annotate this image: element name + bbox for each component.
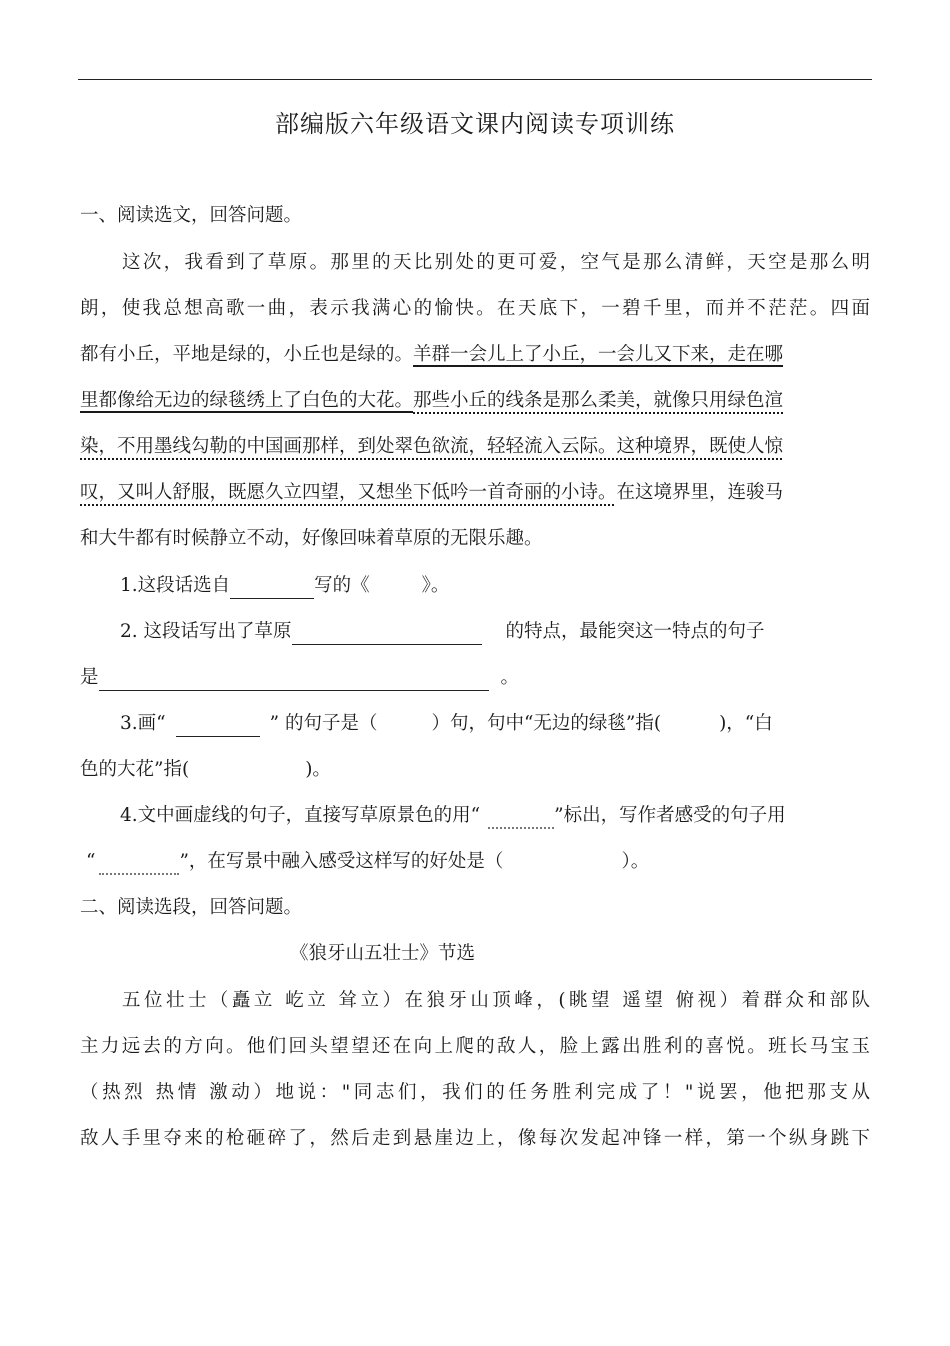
question-3-text-e: 色的大花”指(: [80, 759, 190, 780]
question-2-text-d: 。: [500, 667, 520, 688]
answer-blank-q1-author[interactable]: [230, 578, 314, 599]
passage-line-3-plain: 都有小丘，平地是绿的，小丘也是绿的。: [80, 344, 414, 365]
passage-line-5: [80, 434, 783, 460]
question-3-text-c: ）句，句中“无边的绿毯”指(: [431, 713, 662, 734]
section2-line-4: 敌人手里夺来的枪砸碎了，然后走到悬崖边上，像每次发起冲锋一样，第一个纵身跳下: [80, 1128, 870, 1149]
answer-blank-q2-feature[interactable]: [292, 624, 482, 645]
question-4-text-b: ”标出，写作者感受的句子用: [554, 805, 786, 826]
question-4-line-2: [86, 849, 649, 875]
answer-blank-q4-scenery-mark[interactable]: [488, 807, 554, 829]
section2-heading: 二、阅读选段，回答问题。: [80, 897, 303, 918]
question-1-text-a: 1.这段话选自: [120, 575, 231, 596]
question-3-text-f: )。: [305, 759, 331, 780]
question-3-text-a: 3.画“: [120, 713, 166, 734]
question-2-text-a: 2. 这段话写出了草原: [120, 621, 292, 642]
passage-line-7: 和大牛都有时候静立不动，好像回味着草原的无限乐趣。: [80, 528, 543, 549]
underlined-sentence-part-2: 里都像给无边的绿毯绣上了白色的大花。: [80, 390, 414, 411]
question-2-line-2: [80, 665, 519, 691]
question-3-line-1: [120, 711, 773, 737]
question-2-line-1: [120, 619, 765, 645]
section2-line-3: （热烈 热情 激动）地说："同志们，我们的任务胜利完成了！"说罢，他把那支从: [80, 1082, 870, 1103]
question-3-text-d: )，“白: [719, 713, 773, 734]
document-title: 部编版六年级语文课内阅读专项训练: [275, 110, 675, 138]
question-3-text-b: ” 的句子是（: [269, 713, 378, 734]
question-4-text-d: ”，在写景中融入感受这样写的好处是（: [179, 851, 504, 872]
question-1-text-b: 写的《: [314, 575, 370, 596]
question-2-text-b: 的特点，最能突这一特点的句子: [505, 621, 765, 642]
passage-line-4: [80, 388, 783, 414]
question-2-text-c: 是: [80, 667, 99, 688]
question-1: [120, 573, 449, 599]
dotted-sentence-part-3: 叹，又叫人舒服，既愿久立四望，又想坐下低吟一首奇丽的小诗。: [80, 482, 617, 503]
answer-blank-q3-symbol[interactable]: [176, 716, 260, 737]
top-rule: [78, 79, 872, 80]
passage-line-3: [80, 342, 783, 368]
answer-blank-q2-sentence[interactable]: [99, 670, 489, 691]
section2-line-2: 主力远去的方向。他们回头望望还在向上爬的敌人，脸上露出胜利的喜悦。班长马宝玉: [80, 1036, 870, 1057]
question-4-line-1: [120, 803, 786, 829]
passage-line-1: 这次，我看到了草原。那里的天比别处的更可爱，空气是那么清鲜，天空是那么明: [122, 252, 870, 273]
passage-line-6-plain: 在这境界里，连骏马: [616, 482, 784, 503]
section2-subtitle: 《狼牙山五壮士》节选: [290, 943, 476, 964]
question-4-text-a: 4.文中画虚线的句子，直接写草原景色的用“: [120, 805, 481, 826]
question-3-line-2: [80, 757, 331, 783]
dotted-sentence-part-1: 那些小丘的线条是那么柔美，就像只用绿色渲: [413, 390, 784, 411]
dotted-sentence-part-2: 染，不用墨线勾勒的中国画那样，到处翠色欲流，轻轻流入云际。这种境界，既使人惊: [80, 436, 784, 457]
question-1-text-c: 》。: [421, 575, 450, 596]
passage-line-6: [80, 480, 783, 506]
section1-heading: 一、阅读选文，回答问题。: [80, 205, 303, 226]
passage-line-2: 朗，使我总想高歌一曲，表示我满心的愉快。在天底下，一碧千里，而并不茫茫。四面: [80, 298, 870, 319]
underlined-sentence-part-1: 羊群一会儿上了小丘，一会儿又下来，走在哪: [413, 344, 784, 365]
question-4-text-e: ）。: [621, 851, 650, 872]
question-4-text-c: “: [86, 851, 96, 872]
answer-blank-q4-feeling-mark[interactable]: [99, 853, 179, 875]
section2-line-1: 五位壮士（矗立 屹立 耸立）在狼牙山顶峰，(眺望 遥望 俯视）着群众和部队: [122, 990, 870, 1011]
